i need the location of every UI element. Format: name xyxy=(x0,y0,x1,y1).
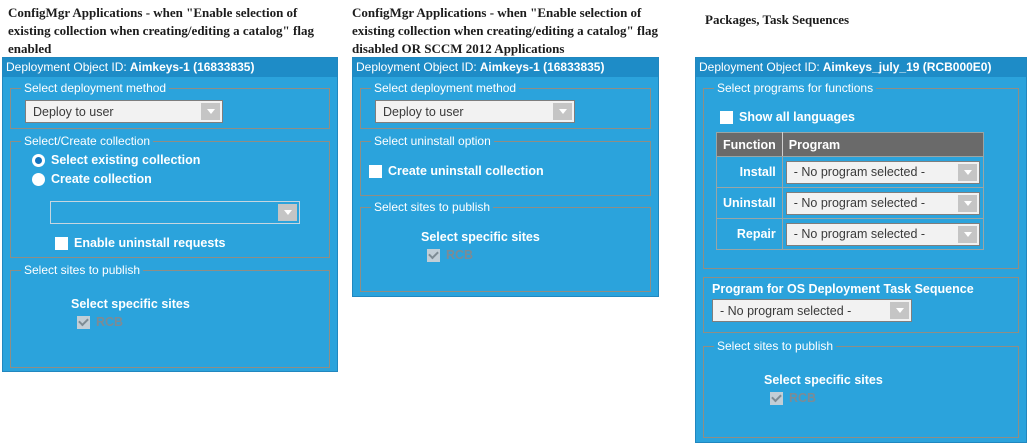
function-program-table xyxy=(716,132,984,250)
chevron-down-icon[interactable] xyxy=(553,103,572,120)
checkbox-checked-disabled-icon xyxy=(770,392,783,405)
dropdown-selected-value: Deploy to user xyxy=(33,104,114,119)
column-header-configmgr-flag-enabled: ConfigMgr Applications - when "Enable selection of existing collection when creating/editing a catalog" flag enabled xyxy=(8,5,314,57)
group-select-uninstall-option xyxy=(360,134,651,196)
checkbox-checked-disabled-icon xyxy=(77,316,90,329)
chevron-down-icon[interactable] xyxy=(958,226,977,243)
site-label: RCB xyxy=(446,248,474,262)
dropdown-selected-value: Deploy to user xyxy=(383,104,464,119)
checkbox-label: Enable uninstall requests xyxy=(74,236,226,250)
install-program-dropdown[interactable] xyxy=(786,161,980,184)
deployment-object-id-value: Aimkeys-1 (16833835) xyxy=(479,60,605,74)
select-specific-sites-heading: Select specific sites xyxy=(764,373,883,387)
os-deployment-label: Program for OS Deployment Task Sequence xyxy=(712,282,974,296)
deployment-panel-configmgr-flag-disabled xyxy=(352,57,659,297)
deployment-object-id-label: Deployment Object ID: xyxy=(699,60,820,74)
group-label: Select uninstall option xyxy=(374,134,491,148)
table-row-repair xyxy=(717,219,984,250)
group-label: Select/Create collection xyxy=(24,134,151,148)
group-select-deployment-method xyxy=(10,81,330,129)
radio-label: Create collection xyxy=(51,172,152,186)
chevron-down-icon[interactable] xyxy=(958,164,977,181)
checkbox-site-rcb xyxy=(770,391,1010,405)
checkbox-site-rcb xyxy=(77,315,321,329)
dropdown-selected-value: - No program selected - xyxy=(793,227,926,241)
radio-button-icon[interactable] xyxy=(32,154,45,167)
group-label: Select programs for functions xyxy=(717,81,874,95)
group-select-sites-to-publish xyxy=(703,339,1019,438)
group-label: Select sites to publish xyxy=(24,263,141,277)
table-row-uninstall xyxy=(717,188,984,219)
function-label: Uninstall xyxy=(717,188,783,219)
uninstall-program-dropdown[interactable] xyxy=(786,192,980,215)
select-specific-sites-heading: Select specific sites xyxy=(421,230,540,244)
group-os-deployment-task-sequence xyxy=(703,277,1019,333)
checkbox-icon[interactable] xyxy=(369,165,382,178)
radio-select-existing-collection[interactable] xyxy=(32,153,321,167)
deployment-method-dropdown[interactable] xyxy=(25,100,223,123)
deployment-object-id-value: Aimkeys_july_19 (RCB000E0) xyxy=(822,60,992,74)
table-row-install xyxy=(717,157,984,188)
group-select-deployment-method xyxy=(360,81,651,129)
site-label: RCB xyxy=(96,315,124,329)
os-deployment-program-dropdown[interactable] xyxy=(712,299,912,322)
column-header-function: Function xyxy=(717,133,783,157)
table-header-row xyxy=(717,133,984,157)
select-specific-sites-heading: Select specific sites xyxy=(71,297,190,311)
checkbox-icon[interactable] xyxy=(720,111,733,124)
checkbox-create-uninstall-collection[interactable] xyxy=(369,164,642,178)
group-label: Select deployment method xyxy=(374,81,517,95)
checkbox-checked-disabled-icon xyxy=(427,249,440,262)
column-header-configmgr-flag-disabled: ConfigMgr Applications - when "Enable selection of existing collection when creating/editing a catalog" flag disabled OR SCCM 2012 Applications xyxy=(352,5,658,57)
checkbox-site-rcb xyxy=(427,248,642,262)
checkbox-label: Show all languages xyxy=(739,110,855,124)
group-label: Select sites to publish xyxy=(374,200,491,214)
function-label: Install xyxy=(717,157,783,188)
checkbox-enable-uninstall-requests[interactable] xyxy=(55,236,321,250)
chevron-down-icon[interactable] xyxy=(890,302,909,319)
panel-title-bar xyxy=(696,58,1026,77)
radio-create-collection[interactable] xyxy=(32,172,321,186)
deployment-object-id-label: Deployment Object ID: xyxy=(6,60,127,74)
function-label: Repair xyxy=(717,219,783,250)
group-select-sites-to-publish xyxy=(10,263,330,368)
panel-title-bar xyxy=(353,58,658,77)
group-label: Select sites to publish xyxy=(717,339,834,353)
group-select-sites-to-publish xyxy=(360,200,651,292)
checkbox-show-all-languages[interactable] xyxy=(720,110,1010,124)
checkbox-label: Create uninstall collection xyxy=(388,164,544,178)
chevron-down-icon[interactable] xyxy=(278,204,297,221)
dropdown-selected-value: - No program selected - xyxy=(793,196,926,210)
site-label: RCB xyxy=(789,391,817,405)
radio-label: Select existing collection xyxy=(51,153,201,167)
repair-program-dropdown[interactable] xyxy=(786,223,980,246)
radio-button-icon[interactable] xyxy=(32,173,45,186)
collection-dropdown[interactable] xyxy=(50,201,300,224)
checkbox-icon[interactable] xyxy=(55,237,68,250)
deployment-panel-configmgr-flag-enabled xyxy=(2,57,338,372)
group-label: Select deployment method xyxy=(24,81,167,95)
group-select-programs-for-functions xyxy=(703,81,1019,269)
dropdown-selected-value: - No program selected - xyxy=(793,165,926,179)
dropdown-selected-value: - No program selected - xyxy=(720,303,852,318)
group-select-create-collection xyxy=(10,134,330,258)
deployment-method-dropdown[interactable] xyxy=(375,100,575,123)
deployment-object-id-value: Aimkeys-1 (16833835) xyxy=(129,60,255,74)
column-header-program: Program xyxy=(782,133,983,157)
deployment-object-id-label: Deployment Object ID: xyxy=(356,60,477,74)
chevron-down-icon[interactable] xyxy=(201,103,220,120)
chevron-down-icon[interactable] xyxy=(958,195,977,212)
panel-title-bar xyxy=(3,58,337,77)
column-header-packages-task-sequences: Packages, Task Sequences xyxy=(705,12,850,27)
deployment-panel-packages-task-sequences xyxy=(695,57,1027,443)
